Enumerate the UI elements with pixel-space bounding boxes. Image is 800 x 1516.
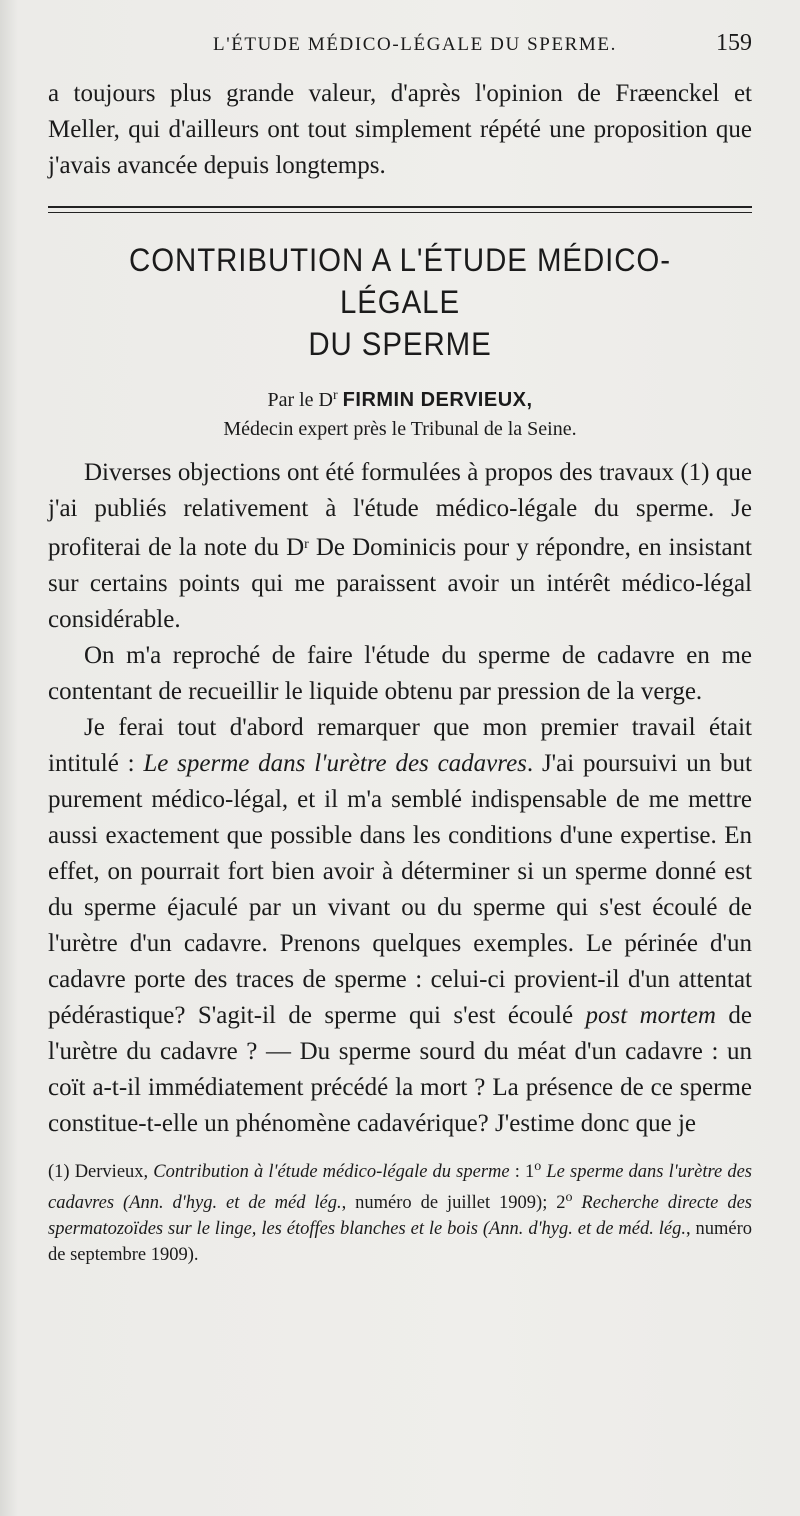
- paragraph-3-latin-term: post mortem: [585, 1002, 716, 1029]
- paragraph-1-text-a: Diverses objections ont été formulées à propos des travaux (1) que j'ai publiés relativement à l'étude médico-légale du sperme. Je profiterai de la note du D: [48, 459, 752, 561]
- paragraph-3-text-b: . J'ai poursuivi un but purement médico-légal, et il m'a semblé indispensable de me mettre aussi exactement que possible dans les conditions d'une expertise. En effet, on pourrait fort bien avoir à déterminer si un sperme donné est du sperme éjaculé par un vivant ou du sperme qui s'est écoulé de l'urètre d'un cadavre. Prenons quelques exemples. Le périnée d'un cadavre porte des traces de sperme : celui-ci provient-il d'un attentat pédérastique? S'agit-il de sperme qui s'est écoulé: [48, 750, 753, 1029]
- divider-rule-thin: [48, 212, 752, 213]
- footnote: [48, 1154, 752, 1268]
- divider-rule-thick: [48, 206, 752, 208]
- footnote-title: Contribution à l'étude médico-légale du sperme: [153, 1162, 510, 1182]
- carryover-paragraph: a toujours plus grande valeur, d'après l'opinion de Fræenckel et Meller, qui d'ailleurs ont tout simplement répété une proposition que j'avais avancée depuis longtemps.: [48, 80, 752, 179]
- paragraph-3: [48, 710, 752, 1142]
- paragraph-3-text-c: de l'urètre du cadavre ? — Du sperme sourd du méat d'un cadavre : un coït a-t-il immédiatement précédé la mort ? La présence de ce sperme constitue-t-elle un phénomène cadavérique? J'estime donc que je: [48, 1002, 752, 1137]
- paragraph-3-cited-title: Le sperme dans l'urètre des cadavres: [143, 750, 527, 777]
- running-header: [48, 30, 752, 74]
- footnote-ord2: o: [565, 1190, 573, 1205]
- byline-prefix: Par le D: [267, 389, 333, 411]
- footnote-date1: , numéro de juillet 1909); 2: [341, 1193, 566, 1213]
- footnote-item2: Recherche directe des spermatozoïdes sur le linge, les étoffes blanches et le bois: [48, 1193, 752, 1239]
- paragraph-1: [48, 455, 752, 638]
- article-title: [76, 239, 724, 365]
- footnote-ord1: o: [534, 1159, 542, 1174]
- author-affiliation: Médecin expert près le Tribunal de la Seine.: [223, 418, 577, 440]
- byline-sup: r: [333, 388, 338, 403]
- paragraph-1-sup: r: [304, 537, 309, 552]
- paragraph-1-text-b: De Dominicis pour y répondre, en insistant sur certains points qui me paraissent avoir un intérêt médico-légal considérable.: [48, 534, 752, 633]
- author-name: FIRMIN DERVIEUX,: [342, 389, 533, 411]
- footnote-ref1: (Ann. d'hyg. et de méd lég.: [114, 1193, 342, 1213]
- running-title: L'ÉTUDE MÉDICO-LÉGALE DU SPERME.: [213, 34, 617, 55]
- section-divider: [48, 206, 752, 213]
- footnote-t1: : 1: [509, 1162, 535, 1182]
- footnote-ref2: (Ann. d'hyg. et de méd. lég.: [477, 1219, 686, 1239]
- byline: [48, 381, 752, 415]
- footnote-item1: Le sperme dans l'urètre des cadavres: [48, 1162, 753, 1213]
- footnote-date2: , numéro de septembre 1909).: [48, 1219, 752, 1265]
- article-title-line1: CONTRIBUTION A L'ÉTUDE MÉDICO-LÉGALE: [129, 242, 671, 320]
- paragraph-2: On m'a reproché de faire l'étude du sperme de cadavre en me contentant de recueillir le liquide obtenu par pression de la verge.: [48, 642, 752, 705]
- footnote-marker: (1) Dervieux,: [48, 1162, 154, 1182]
- page-number: 159: [716, 30, 752, 56]
- article-title-line2: DU SPERME: [308, 326, 492, 362]
- paragraph-3-text-a: Je ferai tout d'abord remarquer que mon premier travail était intitulé :: [48, 714, 752, 777]
